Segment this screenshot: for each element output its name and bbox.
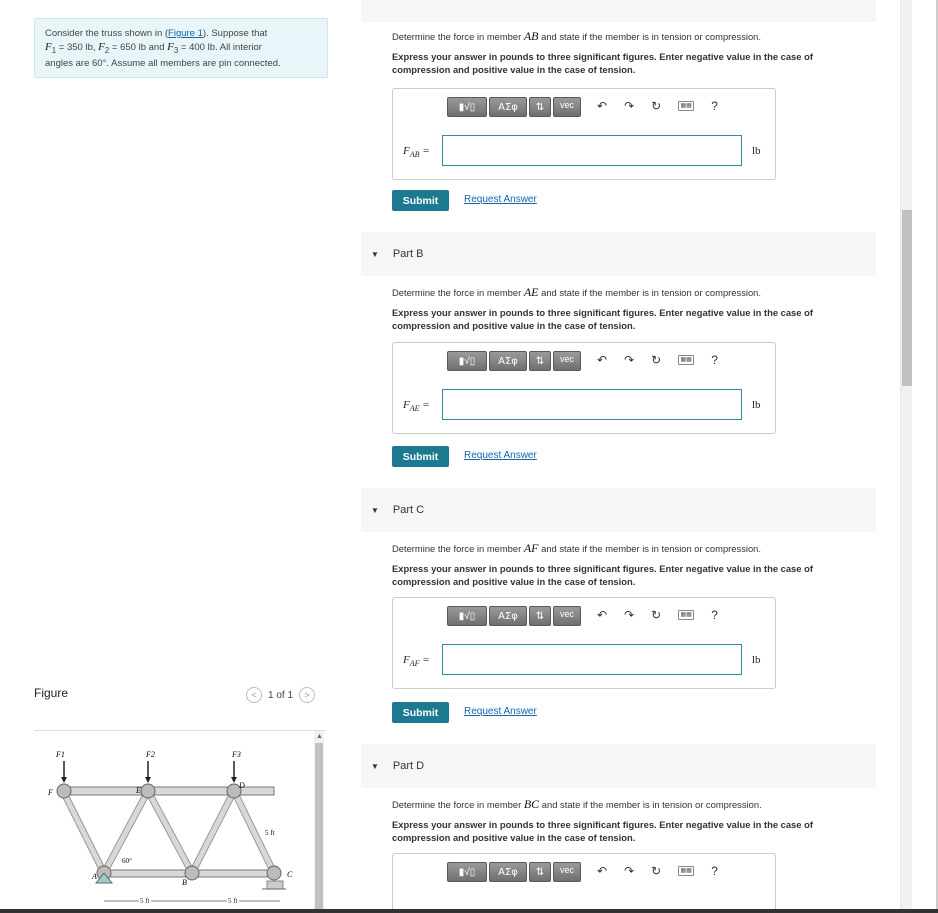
label-angle: 60° [122,857,132,865]
part-b-answer-box [392,342,776,434]
toolbar-actions [597,353,718,367]
vector-button[interactable]: vec [553,351,581,371]
part-c-answer-box [392,597,776,689]
keyboard-icon[interactable]: ▦▦ [678,866,694,876]
keyboard-icon[interactable]: ▦▦ [678,355,694,365]
part-b-question [392,286,872,332]
label-f1: F1 [56,750,65,759]
toolbar-actions [597,608,718,622]
collapse-triangle-icon[interactable]: ▼ [371,761,379,771]
joint-b [185,866,199,880]
sort-button[interactable]: ⇅ [529,97,551,117]
question-text: Determine the force in member [392,31,524,42]
question-text: and state if the member is in tension or compression. [539,799,762,810]
load-arrowhead-f1 [61,777,67,783]
label-symbol: F [403,399,410,411]
vector-button[interactable]: vec [553,606,581,626]
help-icon[interactable]: ? [711,353,718,367]
question-text: and state if the member is in tension or compression. [538,31,762,42]
force-subscript: 3 [173,45,179,55]
load-arrowhead-f3 [231,777,237,783]
undo-icon[interactable]: ↶ [597,864,608,878]
problem-text: angles are 60°. Assume all members are pin connected. [45,57,281,69]
joint-c [267,866,281,880]
templates-button[interactable]: ▮√▯ [447,862,487,882]
label-f2: F2 [146,750,155,759]
keyboard-icon[interactable]: ▦▦ [678,101,694,111]
redo-icon[interactable]: ↷ [624,864,635,878]
question-text: Determine the force in member [392,287,524,298]
help-icon[interactable]: ? [711,99,718,113]
question-text: Determine the force in member [392,543,524,554]
question-text: Determine the force in member [392,799,524,810]
templates-button[interactable]: ▮√▯ [447,606,487,626]
member-af-fill [64,793,104,873]
submit-button-c[interactable]: Submit [392,702,449,723]
figure-viewer [34,730,326,913]
force-symbol: F [45,40,52,53]
label-equals: = [419,399,430,411]
undo-icon[interactable]: ↶ [597,99,608,113]
greek-symbols-button[interactable]: ΑΣφ [489,606,527,626]
label-c: C [287,870,293,879]
toolbar-actions [597,99,718,113]
templates-button[interactable]: ▮√▯ [447,351,487,371]
member-name: AF [523,541,539,555]
submit-button-b[interactable]: Submit [392,446,449,467]
help-icon[interactable]: ? [711,608,718,622]
part-c-question [392,542,872,588]
answer-input-faf[interactable] [442,644,742,675]
part-d-answer-box [392,853,776,913]
collapse-triangle-icon[interactable]: ▼ [371,249,379,259]
joint-f [57,784,71,798]
part-title: Part D [392,760,425,772]
force-value: = 350 lb, [56,41,99,53]
label-subscript: AB [409,150,420,160]
part-a-answer-box [392,88,776,180]
label-dim-2: 5 ft [228,897,238,905]
label-height: 5 ft [265,829,275,837]
joint-e [141,784,155,798]
figure-scrollbar[interactable] [314,731,324,913]
redo-icon[interactable]: ↷ [624,608,635,622]
part-b-header[interactable] [361,232,876,276]
part-a-question [392,30,872,76]
sort-button[interactable]: ⇅ [529,606,551,626]
reset-icon[interactable]: ↻ [651,99,662,113]
part-title: Part B [392,248,424,260]
undo-icon[interactable]: ↶ [597,353,608,367]
request-answer-link-c[interactable]: Request Answer [464,706,537,717]
label-symbol: F [403,654,410,666]
undo-icon[interactable]: ↶ [597,608,608,622]
load-arrowhead-f2 [145,777,151,783]
part-title: Part C [392,504,425,516]
page-scrollbar[interactable] [900,0,912,913]
answer-instructions: Express your answer in pounds to three significant figures. Enter negative value in the case of compression and positive value in the case of tension. [392,51,813,75]
request-answer-link-b[interactable]: Request Answer [464,450,537,461]
reset-icon[interactable]: ↻ [651,353,662,367]
figure-pager [246,687,315,703]
member-eb-fill [148,791,192,873]
request-answer-link-a[interactable]: Request Answer [464,194,537,205]
force-symbol: F [98,40,105,53]
templates-button[interactable]: ▮√▯ [447,97,487,117]
greek-symbols-button[interactable]: ΑΣφ [489,351,527,371]
vector-button[interactable]: vec [553,862,581,882]
sort-button[interactable]: ⇅ [529,351,551,371]
bottom-edge [0,909,938,913]
greek-symbols-button[interactable]: ΑΣφ [489,862,527,882]
redo-icon[interactable]: ↷ [624,99,635,113]
part-d-header[interactable] [361,744,876,788]
member-name: AE [523,285,539,299]
force-symbol: F [167,40,174,53]
problem-statement [34,18,328,78]
label-subscript: AF [409,659,420,669]
force-value: = 400 lb. All interior [178,41,262,53]
roller-support-c [267,881,283,889]
answer-label [403,399,430,413]
label-dim-1: 5 ft [140,897,150,905]
answer-instructions: Express your answer in pounds to three significant figures. Enter negative value in the case of compression and positive value in the case of tension. [392,307,813,331]
question-text: and state if the member is in tension or compression. [538,543,762,554]
keyboard-icon[interactable]: ▦▦ [678,610,694,620]
figure-title: Figure [34,686,69,700]
page-scroll-thumb[interactable] [902,210,912,386]
label-equals: = [419,145,430,157]
part-d-question [392,798,872,844]
figure-page-count: 1 of 1 [268,689,294,701]
answer-input-fab[interactable] [442,135,742,166]
sort-button[interactable]: ⇅ [529,862,551,882]
label-b: B [182,878,187,887]
truss-diagram [34,731,314,913]
greek-symbols-button[interactable]: ΑΣφ [489,97,527,117]
math-toolbar [447,606,581,626]
force-subscript: 1 [51,45,57,55]
answer-input-fae[interactable] [442,389,742,420]
figure-link[interactable]: Figure 1 [168,28,203,39]
submit-button-a[interactable]: Submit [392,190,449,211]
unit-label: lb [752,654,761,666]
next-figure-button[interactable]: > [299,687,315,703]
reset-icon[interactable]: ↻ [651,864,662,878]
toolbar-actions [597,864,718,878]
member-bd-fill [192,791,234,873]
question-text: and state if the member is in tension or compression. [538,287,762,298]
scroll-up-arrow-icon[interactable]: ▲ [316,733,323,740]
member-name: BC [523,797,540,811]
label-d: D [239,781,245,790]
problem-text: ). Suppose that [202,28,268,39]
force-subscript: 2 [104,45,110,55]
label-f3: F3 [232,750,241,759]
vector-button[interactable]: vec [553,97,581,117]
prev-figure-button[interactable]: < [246,687,262,703]
part-a-header-remnant [361,0,876,22]
label-a: A [92,872,97,881]
figure-scroll-thumb[interactable] [315,743,323,913]
answer-instructions: Express your answer in pounds to three significant figures. Enter negative value in the case of compression and positive value in the case of tension. [392,563,813,587]
force-value: = 650 lb and [109,41,168,53]
collapse-triangle-icon[interactable]: ▼ [371,505,379,515]
help-icon[interactable]: ? [711,864,718,878]
answer-instructions: Express your answer in pounds to three significant figures. Enter negative value in the case of compression and positive value in the case of tension. [392,819,813,843]
label-equals: = [419,654,430,666]
answer-label [403,654,430,668]
label-f: F [48,788,53,797]
unit-label: lb [752,145,761,157]
problem-text: Consider the truss shown in ( [45,28,169,39]
part-c-header[interactable] [361,488,876,532]
math-toolbar [447,351,581,371]
math-toolbar [447,97,581,117]
label-subscript: AE [409,404,420,414]
math-toolbar [447,862,581,882]
answer-label [403,145,430,159]
unit-label: lb [752,399,761,411]
member-name: AB [523,29,539,43]
reset-icon[interactable]: ↻ [651,608,662,622]
label-symbol: F [403,145,410,157]
redo-icon[interactable]: ↷ [624,353,635,367]
label-e: E [136,786,141,795]
